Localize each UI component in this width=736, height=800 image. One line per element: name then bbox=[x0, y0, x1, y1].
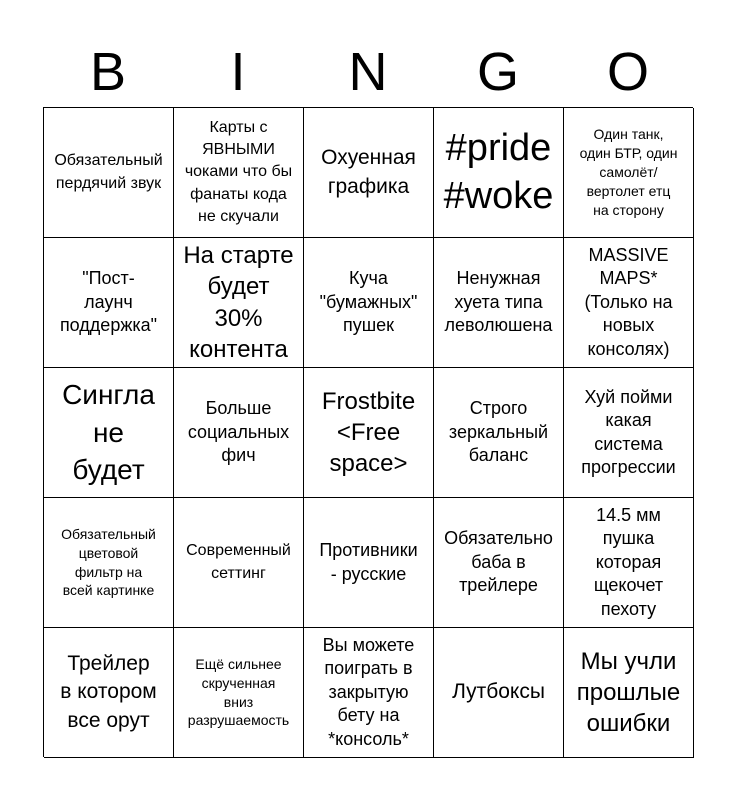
bingo-header bbox=[43, 40, 693, 104]
bingo-cell-r1c5[interactable]: Один танк, один БТР, один самолёт/ вертолет етц на сторону bbox=[564, 108, 694, 238]
bingo-grid bbox=[43, 107, 693, 757]
bingo-cell-r2c1[interactable]: "Пост- лаунч поддержка" bbox=[44, 238, 174, 368]
bingo-cell-r3c5[interactable]: Хуй пойми какая система прогрессии bbox=[564, 368, 694, 498]
bingo-cell-r4c5[interactable]: 14.5 мм пушка которая щекочет пехоту bbox=[564, 498, 694, 628]
bingo-cell-r2c3[interactable]: Куча "бумажных" пушек bbox=[304, 238, 434, 368]
bingo-cell-r5c3[interactable]: Вы можете поиграть в закрытую бету на *консоль* bbox=[304, 628, 434, 758]
bingo-cell-r2c4[interactable]: Ненужная хуета типа леволюшена bbox=[434, 238, 564, 368]
bingo-cell-r3c1[interactable]: Сингла не будет bbox=[44, 368, 174, 498]
bingo-cell-r1c3[interactable]: Охуенная графика bbox=[304, 108, 434, 238]
bingo-cell-r5c1[interactable]: Трейлер в котором все орут bbox=[44, 628, 174, 758]
bingo-cell-r3c4[interactable]: Строго зеркальный баланс bbox=[434, 368, 564, 498]
bingo-cell-r3c3[interactable]: Frostbite <Free space> bbox=[304, 368, 434, 498]
bingo-cell-r4c1[interactable]: Обязательный цветовой фильтр на всей картинке bbox=[44, 498, 174, 628]
bingo-cell-r4c4[interactable]: Обязательно баба в трейлере bbox=[434, 498, 564, 628]
bingo-cell-r1c2[interactable]: Карты с ЯВНЫМИ чоками что бы фанаты кода не скучали bbox=[174, 108, 304, 238]
bingo-cell-r2c5[interactable]: MASSIVE MAPS* (Только на новых консолях) bbox=[564, 238, 694, 368]
header-letter-b: B bbox=[89, 42, 127, 102]
bingo-cell-r1c4[interactable]: #pride #woke bbox=[434, 108, 564, 238]
bingo-cell-r5c2[interactable]: Ещё сильнее скрученная вниз разрушаемость bbox=[174, 628, 304, 758]
bingo-cell-r1c1[interactable]: Обязательный пердячий звук bbox=[44, 108, 174, 238]
header-letter-g: G bbox=[476, 42, 519, 102]
bingo-cell-r4c3[interactable]: Противники - русские bbox=[304, 498, 434, 628]
header-letter-i: I bbox=[230, 42, 246, 102]
bingo-cell-r5c5[interactable]: Мы учли прошлые ошибки bbox=[564, 628, 694, 758]
bingo-cell-r3c2[interactable]: Больше социальных фич bbox=[174, 368, 304, 498]
header-letter-o: O bbox=[606, 42, 649, 102]
bingo-cell-r4c2[interactable]: Современный сеттинг bbox=[174, 498, 304, 628]
header-letter-n: N bbox=[348, 42, 388, 102]
bingo-cell-r2c2[interactable]: На старте будет 30% контента bbox=[174, 238, 304, 368]
bingo-cell-r5c4[interactable]: Лутбоксы bbox=[434, 628, 564, 758]
